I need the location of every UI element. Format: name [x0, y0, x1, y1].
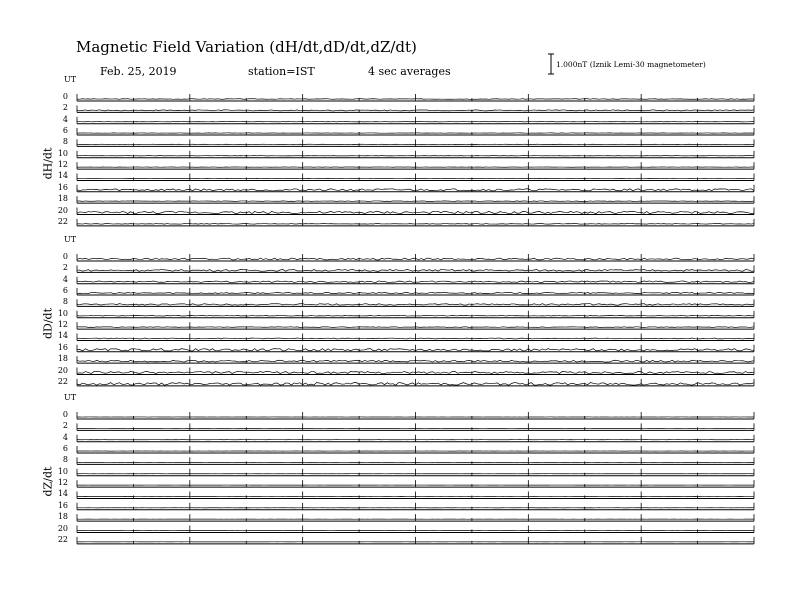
hour-tick-label: 16 [57, 500, 68, 510]
hour-tick-label: 12 [57, 160, 68, 170]
hour-tick-label: 16 [57, 182, 68, 192]
hour-tick-label: 18 [57, 512, 68, 522]
hour-tick-label: 14 [57, 489, 68, 499]
hour-tick-label: 4 [62, 432, 68, 442]
hour-tick-label: 20 [57, 205, 68, 215]
hour-tick-label: 14 [57, 331, 68, 341]
hour-tick-label: 22 [57, 216, 68, 226]
hour-tick-label: 20 [57, 523, 68, 533]
hour-tick-label: 2 [62, 263, 68, 273]
hour-tick-label: 2 [62, 103, 68, 113]
station-label: station=IST [248, 65, 315, 78]
date-label: Feb. 25, 2019 [100, 65, 177, 78]
ut-label: UT [64, 393, 77, 402]
hour-tick-label: 0 [62, 92, 68, 101]
hour-tick-label: 16 [57, 342, 68, 352]
hour-tick-label: 8 [62, 137, 68, 147]
hour-tick-label: 8 [62, 297, 68, 307]
hour-tick-label: 22 [57, 376, 68, 386]
hour-tick-label: 0 [62, 410, 68, 419]
hour-tick-label: 6 [62, 286, 68, 296]
panel-axis-label: dH/dt [41, 148, 55, 180]
hour-tick-label: 6 [62, 444, 68, 454]
hour-tick-label: 4 [62, 114, 68, 124]
hour-tick-label: 20 [57, 365, 68, 375]
scale-bar-label: 1.000nT (Iznik Lemi-30 magnetometer) [556, 60, 706, 69]
panel-dz [77, 412, 754, 544]
panel-axis-label: dZ/dt [41, 467, 55, 497]
averaging-label: 4 sec averages [368, 65, 451, 78]
hour-tick-label: 2 [62, 421, 68, 431]
ut-label: UT [64, 235, 77, 244]
hour-tick-label: 6 [62, 126, 68, 136]
hour-tick-label: 22 [57, 534, 68, 544]
panel-dh [77, 94, 754, 226]
hour-tick-label: 18 [57, 194, 68, 204]
hour-tick-label: 18 [57, 354, 68, 364]
hour-tick-label: 8 [62, 455, 68, 465]
chart-title: Magnetic Field Variation (dH/dt,dD/dt,dZ/dt) [76, 38, 417, 56]
hour-tick-label: 0 [62, 252, 68, 261]
panel-axis-label: dD/dt [41, 308, 55, 340]
hour-tick-label: 10 [57, 466, 68, 476]
hour-tick-label: 12 [57, 320, 68, 330]
hour-tick-label: 12 [57, 478, 68, 488]
ut-label: UT [64, 75, 77, 84]
panel-dd [77, 254, 754, 386]
signal-trace [77, 338, 754, 339]
hour-tick-label: 10 [57, 308, 68, 318]
hour-tick-label: 10 [57, 148, 68, 158]
hour-tick-label: 14 [57, 171, 68, 181]
hour-tick-label: 4 [62, 274, 68, 284]
